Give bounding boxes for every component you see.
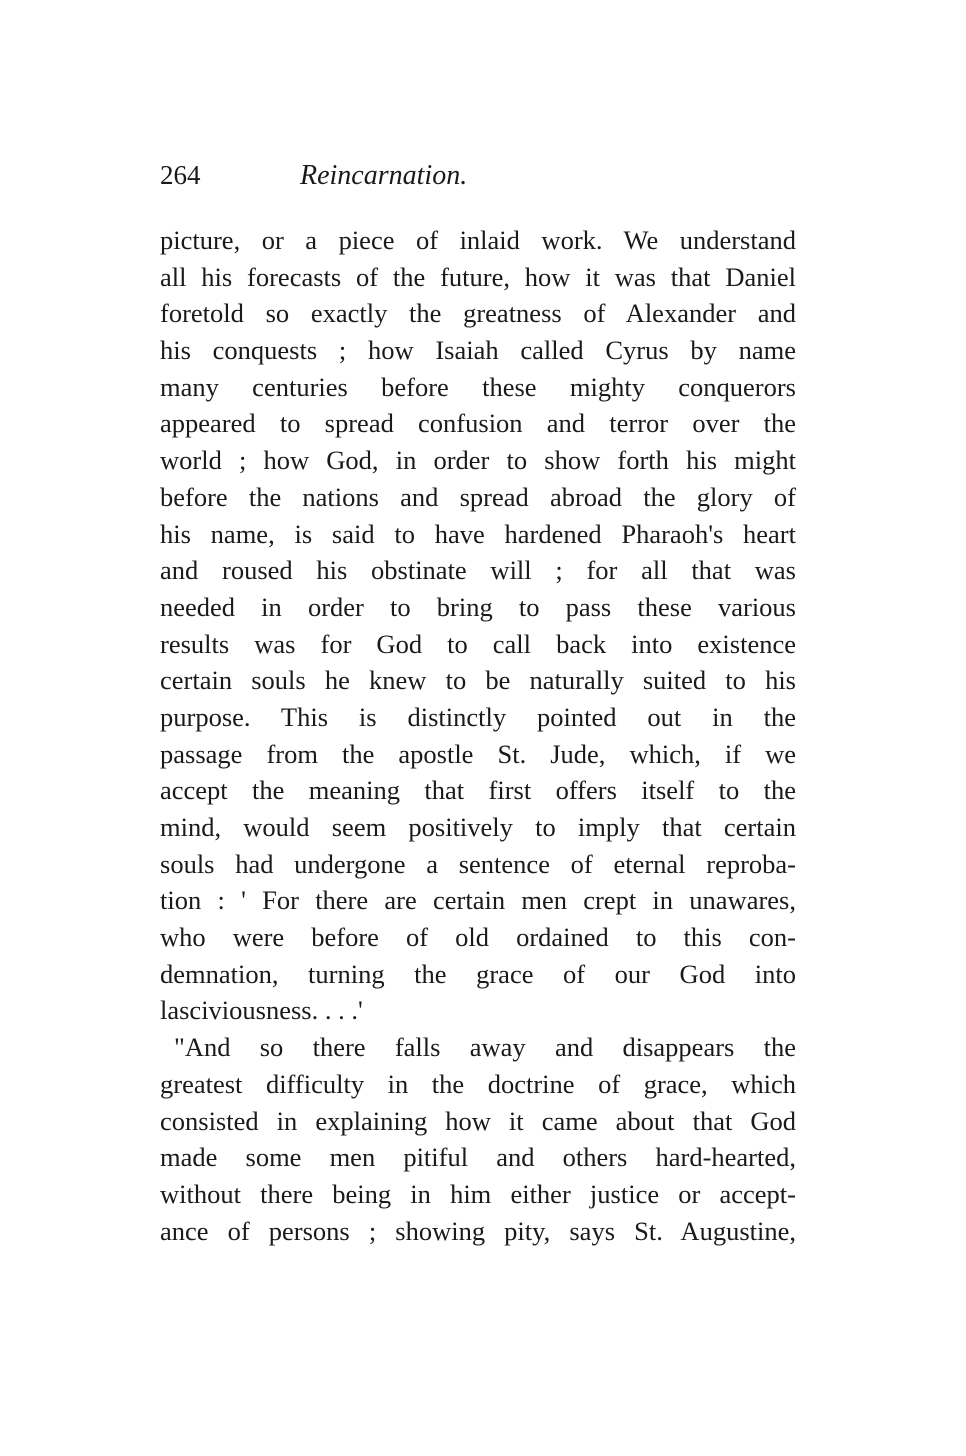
text-line: purpose. This is distinctly pointed out in the bbox=[160, 701, 796, 732]
text-line: ance of persons ; showing pity, says St. Augustine, bbox=[160, 1215, 796, 1246]
text-line: made some men pitiful and others hard-hearted, bbox=[160, 1142, 796, 1173]
text-line-paragraph-start: "And so there falls away and disappears the bbox=[174, 1032, 796, 1063]
text-line: souls had undergone a sentence of eternal reproba- bbox=[160, 848, 796, 879]
text-line: many centuries before these mighty conquerors bbox=[160, 371, 796, 402]
text-line: greatest difficulty in the doctrine of grace, which bbox=[160, 1068, 796, 1099]
text-line: and roused his obstinate will ; for all that was bbox=[160, 555, 796, 586]
page-number: 264 bbox=[160, 160, 201, 190]
text-line: mind, would seem positively to imply that certain bbox=[160, 812, 796, 842]
text-line: his name, is said to have hardened Pharaoh's heart bbox=[160, 518, 796, 549]
text-line: without there being in him either justice or accept- bbox=[160, 1178, 796, 1209]
page-header bbox=[160, 160, 795, 200]
text-line: demnation, turning the grace of our God into bbox=[160, 958, 796, 989]
text-line: lasciviousness. . . .' bbox=[160, 995, 363, 1026]
text-line: who were before of old ordained to this con- bbox=[160, 922, 796, 953]
text-line: passage from the apostle St. Jude, which, if we bbox=[160, 738, 796, 769]
page-body-text bbox=[160, 222, 796, 1249]
text-line: consisted in explaining how it came about that God bbox=[160, 1105, 796, 1136]
running-title: Reincarnation. bbox=[300, 160, 468, 191]
text-line: accept the meaning that first offers itself to the bbox=[160, 775, 796, 806]
text-line: appeared to spread confusion and terror over the bbox=[160, 408, 796, 439]
text-line: needed in order to bring to pass these various bbox=[160, 591, 796, 622]
text-line: tion : ' For there are certain men crept in unawares, bbox=[160, 885, 796, 916]
text-line: foretold so exactly the greatness of Alexander and bbox=[160, 298, 796, 329]
text-line: all his forecasts of the future, how it was that Daniel bbox=[160, 261, 796, 292]
text-line: world ; how God, in order to show forth his might bbox=[160, 445, 796, 476]
text-line: results was for God to call back into existence bbox=[160, 628, 796, 659]
text-line: before the nations and spread abroad the glory of bbox=[160, 481, 796, 512]
text-line: picture, or a piece of inlaid work. We understand bbox=[160, 225, 796, 255]
text-line: certain souls he knew to be naturally suited to his bbox=[160, 665, 796, 696]
text-line: his conquests ; how Isaiah called Cyrus by name bbox=[160, 335, 796, 366]
